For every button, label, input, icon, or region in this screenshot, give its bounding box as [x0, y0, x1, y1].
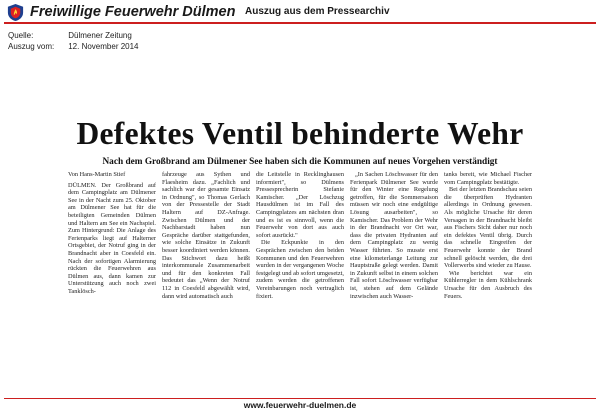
brand-title: Freiwillige Feuerwehr Dülmen: [30, 4, 236, 20]
source-value: Dülmener Zeitung: [68, 31, 132, 40]
article-column-5: [444, 171, 532, 300]
column-5-paragraph-1: tanks bereit, wie Michael Fischer vom Campingplatz bestätigte.: [444, 171, 532, 186]
article-column-3: [256, 171, 344, 300]
column-3-paragraph-2: Die Eckpunkte in den Gesprächen zwischen den beiden Kommunen und den Feuerwehren wurden in der vergangenen Woche festgelegt und ab sofort umgesetzt, zudem werden die getroffenen Vereinbarungen noch vertraglich fixiert.: [256, 239, 344, 300]
source-label: Quelle:: [8, 31, 34, 40]
article-subheadline: Nach dem Großbrand am Dülmener See haben sich die Kommunen auf neues Vorgehen verständigt: [102, 157, 498, 167]
column-5-paragraph-2: Bei der letzten Brandschau seien die überprüften Hydranten allerdings in Ordnung gewesen. Als mögliche Ursache für deren Versagen in der Brandnacht bleibt aus Fischers Sicht daher nur noch ein defektes Ventil übrig. Durch das schnelle Eingreifen der Feuerwehr konnte der Brand schnell gelöscht werden, die drei Vollerwerbs sind wieder zu Hause.: [444, 186, 532, 270]
section-title: Auszug aus dem Pressearchiv: [245, 6, 390, 17]
header-divider: [4, 22, 596, 24]
source-row: [8, 30, 139, 41]
date-label: Auszug vom:: [8, 42, 55, 51]
page-header: [0, 0, 600, 34]
column-4-text: „In Sachen Löschwasser für den Ferienpark Dülmener See wurde für den Winter eine Regelung getroffen, für die Sommersaison müssen wir noch eine endgültige Lösung ausarbeiten", so Kamischer. Das Problem der Wehr in der Brandnacht vor Ort war, dass die privaten Hydranten auf dem Campingplatz zu wenig Wasser führten. So musste erst eine kilometerlange Leitung zur Hauptstraße gelegt werden. Damit in Zukunft selbst in einem solchen Fall sofort Löschwasser verfügbar ist, stehen auf dem Gelände inzwischen auch Wasser-: [350, 171, 438, 300]
date-row: [8, 41, 139, 52]
column-3-paragraph-1: die Leitstelle in Recklinghausen informiert", so Dülmens Pressesprecherin Stefanie Kamischer. „Der Löschzug Hausdülmen ist im Fall des Campingplatzes am nächsten dran und es ist es sinnvoll, wenn die Feuerwehr von dort aus auch sofort ausrückt.": [256, 171, 344, 239]
article-column-2: [162, 171, 250, 300]
source-meta: [8, 30, 139, 52]
article-columns: [68, 171, 532, 300]
date-value: 12. November 2014: [68, 42, 139, 51]
article-headline: Defektes Ventil behinderte Wehr: [76, 116, 524, 151]
byline: Von Hans-Martin Stief: [68, 171, 126, 178]
article-column-4: [350, 171, 438, 300]
newspaper-clipping: [68, 116, 532, 300]
article-column-1: [68, 171, 156, 300]
column-5-paragraph-3: Wie berichtet war ein Kühlerregler in dem Kühlschrank Ursache für den Ausbruch des Feuers.: [444, 269, 532, 300]
footer-divider: [4, 398, 596, 399]
column-1-text: DÜLMEN. Der Großbrand auf dem Campingplatz am Dülmener See in der Nacht zum 25. Oktober am Dülmener See hat für die beteiligten Gemeinden Dülmen und Haltern am See ein Nachspiel. Zum Hintergrund: Die Anlage des Ferienparks liegt auf Halterner Ortsgebiet, der Notruf ging in der Brandnacht aber in Coesfeld ein. Nach der sofortigen Alarmierung rückten die Feuerwehren aus Dülmen aus, dann kamen zur Unterstützung auch noch zwei Tanklösch-: [68, 181, 156, 295]
column-2-text: fahrzeuge aus Sythen und Flaesheim dazu. „Fachlich und sachlich war der gesamte Einsatz in Ordnung", so Thomas Gerlach von der Pressestelle der Stadt Haltern auf DZ-Anfrage. Zwischen Dülmen und der Nachbarstadt haben nun Gespräche darüber stattgefunden, wie solche Einsätze in Zukunft besser koordiniert werden können. Das Stichwort dazu heißt interkommunale Zusammenarbeit und für den konkreten Fall bedeutet das „Wenn der Notruf 112 in Coesfeld abgewählt wird, dann wird automatisch auch: [162, 171, 250, 300]
footer-url[interactable]: www.feuerwehr-duelmen.de: [243, 400, 357, 410]
fire-department-shield-icon: [6, 3, 25, 22]
